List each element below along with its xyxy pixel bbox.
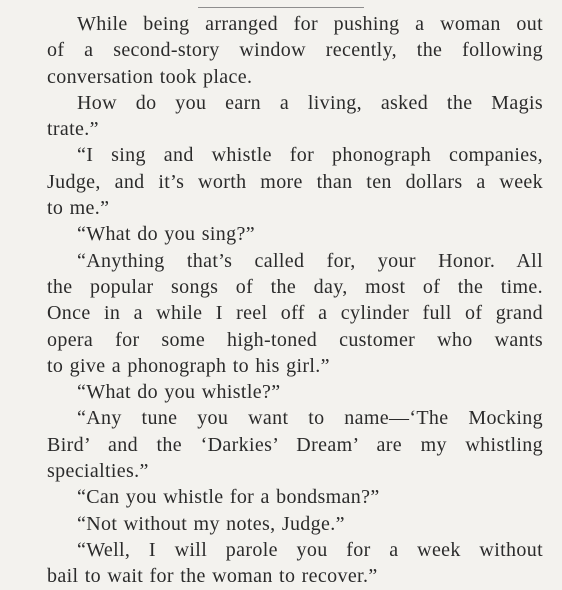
text-line: bail to wait for the woman to recover.” <box>47 565 378 588</box>
top-rule-divider <box>198 7 364 8</box>
text-line: of a second-story window recently, the following <box>47 39 543 62</box>
text-line: conversation took place. <box>47 65 253 88</box>
text-line: While being arranged for pushing a woman out <box>77 13 543 35</box>
text-line: trate.” <box>47 118 99 141</box>
text-line: Once in a while I reel off a cylinder full of grand <box>47 302 543 325</box>
text-line: “Not without my notes, Judge.” <box>77 512 345 535</box>
text-line: “Well, I will parole you for a week without <box>77 538 543 561</box>
text-line: “Can you whistle for a bondsman?” <box>77 486 380 509</box>
text-line: How do you earn a living, asked the Magis <box>77 91 543 114</box>
text-line: Bird’ and the ‘Darkies’ Dream’ are my whistling <box>47 433 543 456</box>
article-text <box>47 11 543 590</box>
text-line: “Any tune you want to name—‘The Mocking <box>77 407 543 430</box>
text-line: to give a phonograph to his girl.” <box>47 354 330 377</box>
text-line: opera for some high-toned customer who wants <box>47 328 543 351</box>
text-line: “What do you whistle?” <box>77 381 281 404</box>
text-line: the popular songs of the day, most of the time. <box>47 275 543 298</box>
text-line: “I sing and whistle for phonograph companies, <box>77 144 543 167</box>
text-line: Judge, and it’s worth more than ten dollars a week <box>47 170 543 193</box>
text-line: “Anything that’s called for, your Honor. All <box>77 249 543 272</box>
text-line: specialties.” <box>47 460 149 483</box>
text-line: to me.” <box>47 197 110 220</box>
text-line: “What do you sing?” <box>77 223 255 246</box>
